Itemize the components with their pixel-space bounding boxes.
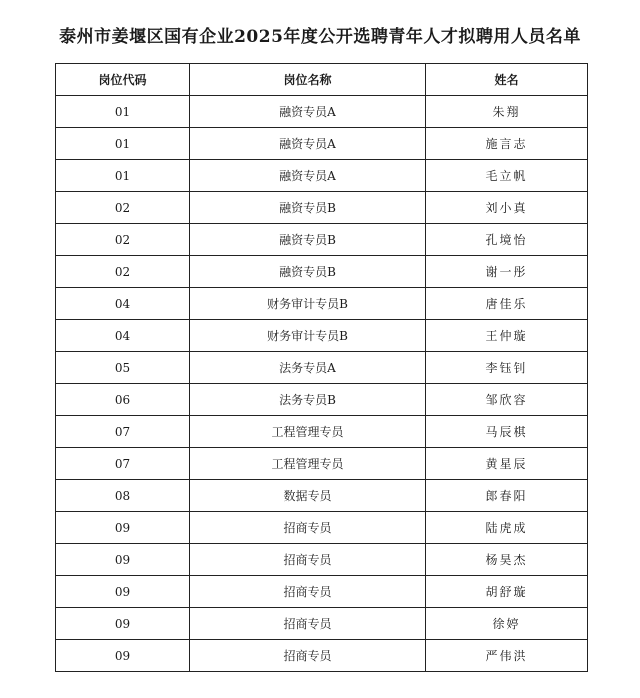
table-row <box>56 480 588 512</box>
position-code-cell: 08 <box>56 480 190 512</box>
table-body <box>56 96 588 672</box>
position-code-cell: 01 <box>56 160 190 192</box>
position-code-cell: 02 <box>56 224 190 256</box>
person-name-cell: 李钰钊 <box>426 352 588 384</box>
header-position-code: 岗位代码 <box>56 64 190 96</box>
position-code-cell: 09 <box>56 608 190 640</box>
position-name-cell: 融资专员A <box>190 128 426 160</box>
table-row <box>56 352 588 384</box>
table-row <box>56 160 588 192</box>
position-code-cell: 09 <box>56 640 190 672</box>
person-name-cell: 黄星辰 <box>426 448 588 480</box>
person-name-cell: 唐佳乐 <box>426 288 588 320</box>
position-name-cell: 财务审计专员B <box>190 320 426 352</box>
position-code-cell: 01 <box>56 96 190 128</box>
position-code-cell: 09 <box>56 576 190 608</box>
position-name-cell: 融资专员A <box>190 160 426 192</box>
position-code-cell: 07 <box>56 416 190 448</box>
person-name-cell: 邹欣容 <box>426 384 588 416</box>
table-row <box>56 608 588 640</box>
position-name-cell: 融资专员A <box>190 96 426 128</box>
person-name-cell: 刘小真 <box>426 192 588 224</box>
position-name-cell: 法务专员A <box>190 352 426 384</box>
person-name-cell: 陆虎成 <box>426 512 588 544</box>
person-name-cell: 施言志 <box>426 128 588 160</box>
person-name-cell: 郎春阳 <box>426 480 588 512</box>
table-row <box>56 544 588 576</box>
position-name-cell: 融资专员B <box>190 192 426 224</box>
person-name-cell: 朱翔 <box>426 96 588 128</box>
position-code-cell: 02 <box>56 192 190 224</box>
table-row <box>56 288 588 320</box>
position-code-cell: 02 <box>56 256 190 288</box>
page-title: 泰州市姜堰区国有企业2025年度公开选聘青年人才拟聘用人员名单 <box>59 27 581 47</box>
position-name-cell: 融资专员B <box>190 256 426 288</box>
table-row <box>56 128 588 160</box>
position-name-cell: 招商专员 <box>190 608 426 640</box>
position-code-cell: 09 <box>56 544 190 576</box>
person-name-cell: 严伟洪 <box>426 640 588 672</box>
position-name-cell: 招商专员 <box>190 512 426 544</box>
table-row <box>56 416 588 448</box>
person-name-cell: 孔境怡 <box>426 224 588 256</box>
person-name-cell: 胡舒璇 <box>426 576 588 608</box>
header-person-name: 姓名 <box>426 64 588 96</box>
person-name-cell: 谢一彤 <box>426 256 588 288</box>
position-code-cell: 09 <box>56 512 190 544</box>
position-name-cell: 工程管理专员 <box>190 416 426 448</box>
table-row <box>56 224 588 256</box>
table-row <box>56 448 588 480</box>
table-row <box>56 256 588 288</box>
position-code-cell: 04 <box>56 288 190 320</box>
table-row <box>56 96 588 128</box>
table-row <box>56 320 588 352</box>
person-name-cell: 王仲璇 <box>426 320 588 352</box>
position-name-cell: 法务专员B <box>190 384 426 416</box>
person-name-cell: 徐婷 <box>426 608 588 640</box>
position-name-cell: 融资专员B <box>190 224 426 256</box>
roster-table <box>55 63 588 672</box>
position-code-cell: 06 <box>56 384 190 416</box>
table-row <box>56 512 588 544</box>
position-code-cell: 01 <box>56 128 190 160</box>
position-code-cell: 05 <box>56 352 190 384</box>
position-name-cell: 招商专员 <box>190 544 426 576</box>
position-name-cell: 招商专员 <box>190 640 426 672</box>
table-row <box>56 384 588 416</box>
position-name-cell: 数据专员 <box>190 480 426 512</box>
header-position-name: 岗位名称 <box>190 64 426 96</box>
position-code-cell: 07 <box>56 448 190 480</box>
person-name-cell: 马辰棋 <box>426 416 588 448</box>
table-header-row <box>56 64 588 96</box>
position-code-cell: 04 <box>56 320 190 352</box>
person-name-cell: 毛立帆 <box>426 160 588 192</box>
table-row <box>56 192 588 224</box>
table-row <box>56 576 588 608</box>
person-name-cell: 杨昊杰 <box>426 544 588 576</box>
position-name-cell: 财务审计专员B <box>190 288 426 320</box>
position-name-cell: 工程管理专员 <box>190 448 426 480</box>
position-name-cell: 招商专员 <box>190 576 426 608</box>
table-row <box>56 640 588 672</box>
